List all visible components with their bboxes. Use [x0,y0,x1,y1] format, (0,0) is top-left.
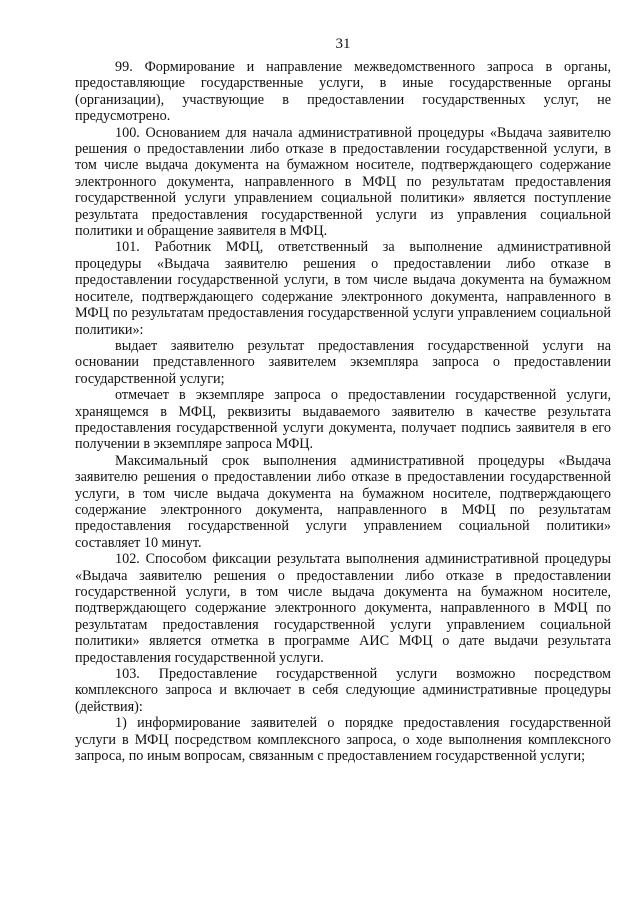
paragraph-101-item-mark: отмечает в экземпляре запроса о предоставлении государственной услуги, хранящемся в МФЦ, реквизиты выдаваемого заявителю в качестве результата предоставления государственной услуги документа, получает подпись заявителя в его получении в экземпляре запроса МФЦ. [75,387,611,453]
paragraph-101: 101. Работник МФЦ, ответственный за выполнение административной процедуры «Выдача заявителю решения о предоставлении либо отказе в предоставлении государственной услуги, в том числе выдача документа на бумажном носителе, подтверждающего содержание электронного документа, направленного в МФЦ по результатам предоставления государственной услуги управлением социальной политики»: [75,239,611,338]
page-number: 31 [335,36,351,52]
paragraph-max-time: Максимальный срок выполнения административной процедуры «Выдача заявителю решения о предоставлении либо отказе в предоставлении государственной услуги, в том числе выдача документа на бумажном носителе, подтверждающего содержание электронного документа, направленного в МФЦ по результатам предоставления государственной услуги управлением социальной политики» составляет 10 минут. [75,452,611,551]
document-page [75,36,611,764]
paragraph-103: 103. Предоставление государственной услуги возможно посредством комплексного запроса и включает в себя следующие административные процедуры (действия): [75,666,611,715]
paragraph-99: 99. Формирование и направление межведомственного запроса в органы, предоставляющие государственные услуги, в иные государственные органы (организации), участвующие в предоставлении государственных услуг, не предусмотрено. [75,59,611,125]
paragraph-103-item-1: 1) информирование заявителей о порядке предоставления государственной услуги в МФЦ посредством комплексного запроса, о ходе выполнения комплексного запроса, по иным вопросам, связанным с предоставлением государственной услуги; [75,715,611,765]
paragraph-100: 100. Основанием для начала административной процедуры «Выдача заявителю решения о предоставлении либо отказе в предоставлении государственной услуги, в том числе выдача документа на бумажном носителе, подтверждающего содержание электронного документа, направленного в МФЦ по результатам предоставления государственной услуги управлением социальной политики» является поступление результата предоставления государственной услуги из управления социальной политики и обращение заявителя в МФЦ. [75,124,611,240]
paragraph-102: 102. Способом фиксации результата выполнения административной процедуры «Выдача заявителю решения о предоставлении либо отказе в предоставлении государственной услуги, в том числе выдача документа на бумажном носителе, подтверждающего содержание электронного документа, направленного в МФЦ по результатам предоставления государственной услуги управлением социальной политики» является отметка в программе АИС МФЦ о дате выдачи результата предоставления государственной услуги. [75,551,611,666]
paragraph-101-item-issue: выдает заявителю результат предоставления государственной услуги на основании представленного заявителем экземпляра запроса о предоставлении государственной услуги; [75,337,611,387]
